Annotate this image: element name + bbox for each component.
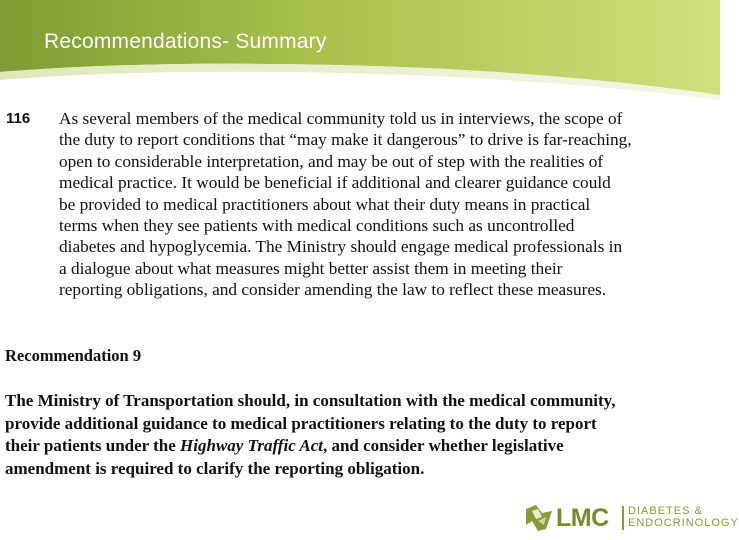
logo-wordmark: LMC — [556, 504, 609, 532]
paragraph-line: a dialogue about what measures might better assist them in meeting their — [59, 258, 563, 278]
logo-divider — [622, 506, 624, 530]
recommendation-text-segment: , and consider whether legislative — [322, 436, 564, 455]
recommendation-text — [5, 390, 705, 480]
logo-mark-icon — [524, 503, 554, 533]
paragraph-number: 116 — [6, 110, 31, 127]
recommendation-heading: Recommendation 9 — [5, 346, 142, 365]
paragraph-line: diabetes and hypoglycemia. The Ministry should engage medical professionals in — [59, 237, 623, 257]
paragraph-line: medical practice. It would be beneficial if additional and clearer guidance could — [59, 173, 611, 193]
logo-tagline-top: DIABETES & — [628, 505, 703, 517]
paragraph-line: be provided to medical practitioners about what their duty means in practical — [59, 194, 591, 214]
recommendation-text-segment: their patients under the — [5, 436, 181, 455]
paragraph-line: reporting obligations, and consider amending the law to reflect these measures. — [59, 280, 607, 300]
paragraph-line: As several members of the medical community told us in interviews, the scope of — [59, 109, 623, 128]
title-banner — [0, 0, 720, 100]
recommendation-line: provide additional guidance to medical practitioners relating to the duty to report — [5, 413, 597, 433]
paragraph-line: open to considerable interpretation, and may be out of step with the realities of — [59, 151, 604, 171]
recommendation-line: The Ministry of Transportation should, in consultation with the medical community, — [5, 391, 616, 410]
paragraph-text — [59, 108, 709, 301]
paragraph-line: terms when they see patients with medical conditions such as uncontrolled — [59, 216, 575, 236]
recommendation-line: amendment is required to clarify the reporting obligation. — [5, 458, 425, 478]
act-name: Highway Traffic Act — [180, 436, 323, 455]
logo-tagline-bottom: ENDOCRINOLOGY — [628, 517, 739, 529]
lmc-logo — [524, 503, 739, 533]
paragraph-line: the duty to report conditions that “may make it dangerous” to drive is far-reaching, — [59, 130, 632, 150]
recommendation-line — [5, 435, 705, 458]
slide-title: Recommendations- Summary — [44, 30, 327, 53]
